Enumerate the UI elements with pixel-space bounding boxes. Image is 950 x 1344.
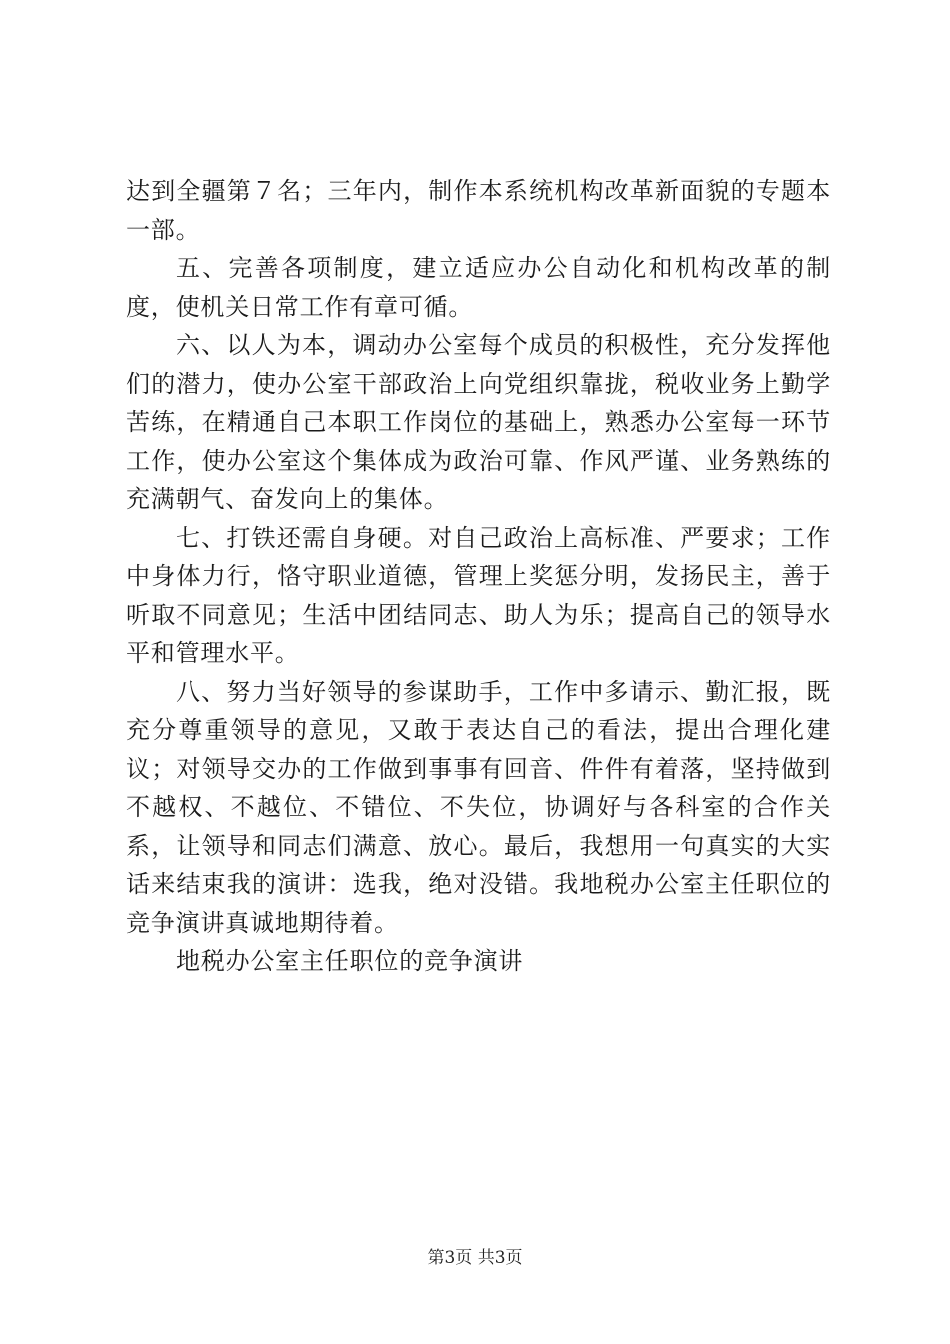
- paragraph-item-7: 七、打铁还需自身硬。对自己政治上高标准、严要求；工作中身体力行，恪守职业道德，管理上奖惩分明，发扬民主，善于听取不同意见；生活中团结同志、助人为乐；提高自己的领导水平和管理水平。: [126, 523, 831, 667]
- paragraph-item-6: 六、以人为本，调动办公室每个成员的积极性，充分发挥他们的潜力，使办公室干部政治上向党组织靠拢，税收业务上勤学苦练，在精通自己本职工作岗位的基础上，熟悉办公室每一环节工作，使办公室这个集体成为政治可靠、作风严谨、业务熟练的充满朝气、奋发向上的集体。: [126, 331, 831, 513]
- page-footer: 第3页 共3页: [427, 1248, 523, 1268]
- paragraph-continuation: 达到全疆第７名；三年内，制作本系统机构改革新面貌的专题本一部。: [126, 177, 831, 244]
- paragraph-item-8: 八、努力当好领导的参谋助手，工作中多请示、勤汇报，既充分尊重领导的意见，又敢于表达自己的看法，提出合理化建议；对领导交办的工作做到事事有回音、件件有着落，坚持做到不越权、不越位、不错位、不失位，协调好与各科室的合作关系，让领导和同志们满意、放心。最后，我想用一句真实的大实话来结束我的演讲：选我，绝对没错。我地税办公室主任职位的竞争演讲真诚地期待着。: [126, 677, 831, 937]
- document-body: [126, 172, 831, 981]
- closing-title-line: 地税办公室主任职位的竞争演讲: [176, 947, 524, 975]
- paragraph-item-5: 五、完善各项制度，建立适应办公自动化和机构改革的制度，使机关日常工作有章可循。: [126, 254, 831, 321]
